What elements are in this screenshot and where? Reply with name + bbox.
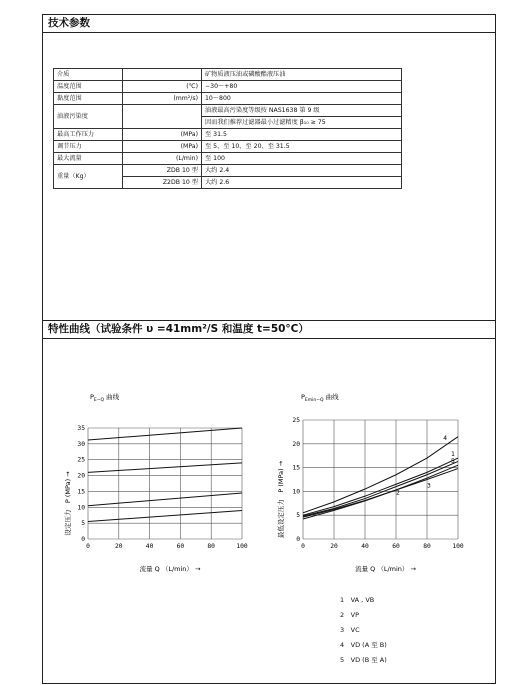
x-tick-label: 60 <box>176 543 185 550</box>
legend-item <box>340 655 387 670</box>
series-label: 3 <box>427 482 431 490</box>
y-tick-label: 0 <box>296 536 300 543</box>
series-line <box>303 461 458 516</box>
x-tick-label: 60 <box>392 543 400 550</box>
x-tick-label: 0 <box>86 543 90 550</box>
x-tick-label: 0 <box>301 543 305 550</box>
chart-title: $P_{E-Q}$ 曲线 <box>90 393 120 403</box>
legend-num: 2 <box>340 611 345 619</box>
y-tick-label: 35 <box>77 425 85 432</box>
y-tick-label: 30 <box>77 440 85 448</box>
param-name: 最高工作压力 <box>54 129 123 141</box>
series-label: 1 <box>451 451 455 459</box>
series-label: 5 <box>451 458 455 466</box>
y-tick-label: 10 <box>292 488 300 496</box>
y-tick-label: 5 <box>81 520 85 528</box>
param-name: 黏度范围 <box>54 93 123 105</box>
series-line <box>88 463 242 473</box>
y-tick-label: 15 <box>77 488 85 496</box>
param-name: 最大流量 <box>54 153 123 165</box>
y-tick-label: 5 <box>296 512 300 520</box>
param-value: 矿物质液压油或磷酸酯液压油 <box>202 69 402 81</box>
x-tick-label: 100 <box>236 543 248 550</box>
param-unit: (mm²/s) <box>123 93 202 105</box>
legend-num: 3 <box>340 626 345 634</box>
y-tick-label: 25 <box>77 456 85 464</box>
x-tick-label: 40 <box>361 543 369 550</box>
y-tick-label: 10 <box>77 504 85 512</box>
param-value: 10～800 <box>202 93 402 105</box>
param-unit: (MPa) <box>123 129 202 141</box>
param-unit: (MPa) <box>123 141 202 153</box>
y-tick-label: 15 <box>292 464 300 472</box>
param-name: 调节压力 <box>54 141 123 153</box>
param-name: 重量（Kg） <box>54 165 123 189</box>
legend-item <box>340 610 387 625</box>
param-name: 介质 <box>54 69 123 81</box>
y-axis-label: 设定压力 P (MPa) → <box>64 471 72 536</box>
x-tick-label: 80 <box>423 543 431 550</box>
series-line <box>303 458 458 515</box>
legend-num: 5 <box>340 656 345 664</box>
param-unit: (℃) <box>123 81 202 93</box>
param-value: −30～+80 <box>202 81 402 93</box>
x-tick-label: 20 <box>115 543 123 550</box>
param-value: 油液最高污染度等级按 NAS1638 第 9 级 <box>202 105 402 117</box>
chart-legend <box>340 595 387 670</box>
chart-title: $P_{Emin-Q}$ 曲线 <box>301 393 339 403</box>
legend-item <box>340 595 387 610</box>
curves-section-title: 特性曲线（试验条件 υ =41mm²/S 和温度 t=50°C） <box>43 320 495 339</box>
x-axis-label: 流量 Q （L/min） → <box>139 565 201 573</box>
x-tick-label: 20 <box>330 543 338 550</box>
param-value: 大约 2.6 <box>202 177 402 189</box>
legend-text: VA , VB <box>350 596 375 604</box>
series-label: 4 <box>443 435 448 443</box>
legend-num: 4 <box>340 641 345 649</box>
param-name: 温度范围 <box>54 81 123 93</box>
params-section-title: 技术参数 <box>43 15 495 33</box>
x-tick-label: 100 <box>452 543 464 550</box>
legend-text: VD (A 至 B) <box>350 641 387 649</box>
x-tick-label: 40 <box>145 543 154 550</box>
param-value: 大约 2.4 <box>202 165 402 177</box>
param-value: 至 100 <box>202 153 402 165</box>
legend-num: 1 <box>340 596 345 604</box>
y-tick-label: 0 <box>81 536 85 543</box>
y-axis-label: 最低设定压力 P (MPa) → <box>277 460 285 539</box>
legend-item <box>340 625 387 640</box>
series-line <box>88 493 242 506</box>
series-line <box>88 510 242 521</box>
legend-text: VD (B 至 A) <box>350 656 387 664</box>
param-unit: (L/min) <box>123 153 202 165</box>
param-value: 至 5、至 10、至 20、至 31.5 <box>202 141 402 153</box>
x-axis-label: 流量 Q （L/min） → <box>355 565 416 573</box>
y-tick-label: 20 <box>292 440 300 448</box>
param-name: 油液污染度 <box>54 105 123 129</box>
x-tick-label: 80 <box>207 543 215 550</box>
legend-text: VC <box>350 626 360 634</box>
series-line <box>88 428 242 440</box>
legend-item <box>340 640 387 655</box>
param-value: 因而我们推荐过滤器最小过滤精度 β₁₀ ≥ 75 <box>202 117 402 129</box>
param-value: 至 31.5 <box>202 129 402 141</box>
param-model: ZDB 10 型 <box>123 165 202 177</box>
y-tick-label: 25 <box>292 417 300 424</box>
param-model: Z2DB 10 型 <box>123 177 202 189</box>
series-label: 2 <box>396 489 400 497</box>
legend-text: VP <box>350 611 360 619</box>
y-tick-label: 20 <box>77 472 85 480</box>
